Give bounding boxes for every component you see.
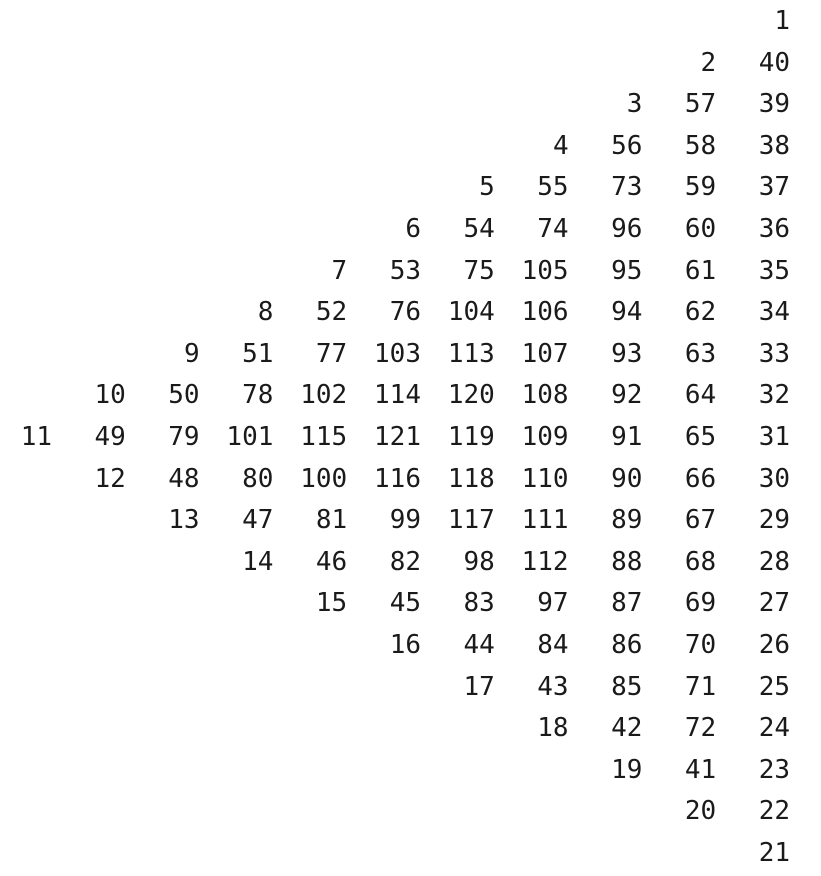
grid-cell: 25: [758, 671, 790, 702]
grid-cell: 23: [758, 754, 790, 785]
grid-row: [0, 333, 821, 375]
grid-cell: 94: [611, 297, 643, 328]
grid-cell: 7: [331, 255, 348, 286]
grid-cell: 16: [389, 630, 421, 660]
grid-cell: 37: [758, 172, 790, 203]
grid-cell: 14: [242, 546, 274, 577]
grid-cell: 85: [611, 671, 643, 702]
grid-cell: 79: [168, 422, 200, 452]
grid-cell: 83: [463, 588, 495, 619]
grid-cell: 45: [389, 588, 421, 619]
grid-cell: 57: [684, 89, 717, 120]
grid-cell: 54: [463, 214, 495, 244]
grid-cell: 56: [611, 130, 643, 161]
grid-cell: 39: [758, 89, 790, 120]
grid-cell: 81: [315, 505, 348, 536]
grid-cell: 41: [684, 754, 717, 785]
grid-cell: 103: [374, 338, 421, 369]
grid-cell: 69: [684, 588, 717, 619]
grid-cell: 89: [611, 505, 643, 536]
grid-cell: 17: [463, 671, 495, 702]
grid-cell: 24: [758, 713, 790, 744]
grid-cell: 2: [700, 47, 717, 78]
grid-cell: 32: [758, 380, 790, 411]
grid-cell: 74: [537, 214, 569, 244]
grid-cell: 64: [684, 380, 717, 411]
grid-cell: 28: [758, 546, 790, 577]
grid-cell: 47: [242, 505, 274, 536]
grid-cell: 58: [684, 130, 717, 161]
grid-cell: 6: [405, 214, 421, 244]
grid-cell: 5: [479, 172, 495, 203]
grid-cell: 102: [300, 380, 348, 411]
grid-cell: 82: [389, 546, 421, 577]
grid-row: [0, 0, 821, 42]
grid-cell: 52: [315, 297, 348, 328]
grid-row: [0, 749, 821, 791]
grid-cell: 4: [552, 130, 569, 161]
grid-cell: 40: [758, 47, 790, 78]
grid-cell: 109: [521, 422, 569, 452]
grid-row: [0, 42, 821, 84]
grid-cell: 117: [447, 505, 495, 536]
grid-row: [0, 499, 821, 541]
grid-cell: 110: [521, 463, 569, 494]
grid-cell: 113: [447, 338, 495, 369]
grid-cell: 20: [684, 796, 717, 827]
grid-cell: 108: [521, 380, 569, 411]
grid-cell: 43: [537, 671, 569, 702]
grid-cell: 97: [537, 588, 569, 619]
grid-cell: 46: [315, 546, 348, 577]
grid-row: [0, 125, 821, 167]
grid-cell: 12: [94, 463, 126, 494]
grid-cell: 27: [758, 588, 790, 619]
grid-cell: 60: [684, 214, 717, 244]
grid-cell: 96: [611, 214, 643, 244]
grid-cell: 100: [300, 463, 348, 494]
grid-cell: 11: [20, 422, 52, 452]
grid-row: [0, 416, 821, 458]
grid-cell: 111: [521, 505, 569, 536]
grid-cell: 72: [684, 713, 717, 744]
grid-cell: 44: [463, 630, 495, 660]
grid-cell: 90: [611, 463, 643, 494]
grid-cell: 18: [537, 713, 569, 744]
grid-cell: 65: [684, 422, 717, 452]
grid-cell: 107: [521, 338, 569, 369]
grid-cell: 63: [684, 338, 717, 369]
grid-row: [0, 624, 821, 666]
grid-row: [0, 832, 821, 874]
grid-cell: 105: [521, 255, 569, 286]
grid-cell: 31: [758, 422, 790, 452]
grid-cell: 120: [447, 380, 495, 411]
grid-cell: 10: [94, 380, 126, 411]
grid-cell: 22: [758, 796, 790, 827]
grid-cell: 112: [521, 546, 569, 577]
grid-row: [0, 83, 821, 125]
grid-cell: 77: [315, 338, 348, 369]
grid-cell: 33: [758, 338, 790, 369]
grid-cell: 26: [758, 630, 790, 660]
grid-row: [0, 291, 821, 333]
grid-cell: 49: [94, 422, 126, 452]
grid-cell: 38: [758, 130, 790, 161]
grid-cell: 95: [611, 255, 643, 286]
grid-cell: 59: [684, 172, 717, 203]
grid-cell: 30: [758, 463, 790, 494]
grid-cell: 86: [611, 630, 643, 660]
grid-cell: 3: [626, 89, 643, 120]
grid-cell: 118: [447, 463, 495, 494]
grid-row: [0, 582, 821, 624]
grid-row: [0, 707, 821, 749]
grid-cell: 50: [168, 380, 200, 411]
grid-cell: 19: [611, 754, 643, 785]
grid-cell: 116: [374, 463, 421, 494]
grid-cell: 76: [389, 297, 421, 328]
grid-cell: 98: [463, 546, 495, 577]
grid-cell: 70: [684, 630, 717, 660]
grid-cell: 15: [315, 588, 348, 619]
grid-cell: 53: [389, 255, 421, 286]
grid-row: [0, 250, 821, 292]
grid-cell: 78: [242, 380, 274, 411]
grid-cell: 13: [168, 505, 200, 536]
grid-row: [0, 208, 821, 250]
grid-cell: 73: [611, 172, 643, 203]
grid-row: [0, 166, 821, 208]
grid-cell: 51: [242, 338, 274, 369]
grid-cell: 80: [242, 463, 274, 494]
grid-cell: 68: [684, 546, 717, 577]
grid-cell: 62: [684, 297, 717, 328]
grid-cell: 87: [611, 588, 643, 619]
grid-cell: 35: [758, 255, 790, 286]
grid-cell: 71: [684, 671, 717, 702]
grid-cell: 92: [611, 380, 643, 411]
grid-cell: 114: [374, 380, 421, 411]
grid-cell: 91: [611, 422, 643, 452]
grid-cell: 84: [537, 630, 569, 660]
grid-cell: 8: [257, 297, 274, 328]
grid-cell: 88: [611, 546, 643, 577]
grid-row: [0, 790, 821, 832]
grid-cell: 93: [611, 338, 643, 369]
grid-cell: 36: [758, 214, 790, 244]
grid-cell: 1: [774, 6, 790, 36]
grid-cell: 101: [226, 422, 274, 452]
grid-row: [0, 458, 821, 500]
grid-cell: 99: [389, 505, 421, 536]
grid-cell: 34: [758, 297, 790, 328]
grid-row: [0, 541, 821, 583]
grid-cell: 106: [521, 297, 569, 328]
grid-row: [0, 374, 821, 416]
grid-cell: 29: [758, 505, 790, 536]
grid-cell: 119: [447, 422, 495, 452]
grid-cell: 75: [463, 255, 495, 286]
grid-cell: 42: [611, 713, 643, 744]
grid-cell: 121: [374, 422, 421, 452]
grid-cell: 115: [300, 422, 348, 452]
grid-cell: 48: [168, 463, 200, 494]
grid-cell: 66: [684, 463, 717, 494]
grid-cell: 21: [758, 838, 790, 868]
grid-cell: 55: [537, 172, 569, 203]
grid-cell: 61: [684, 255, 717, 286]
grid-cell: 104: [447, 297, 495, 328]
grid-cell: 67: [684, 505, 717, 536]
grid-cell: 9: [183, 338, 200, 369]
grid-row: [0, 666, 821, 708]
